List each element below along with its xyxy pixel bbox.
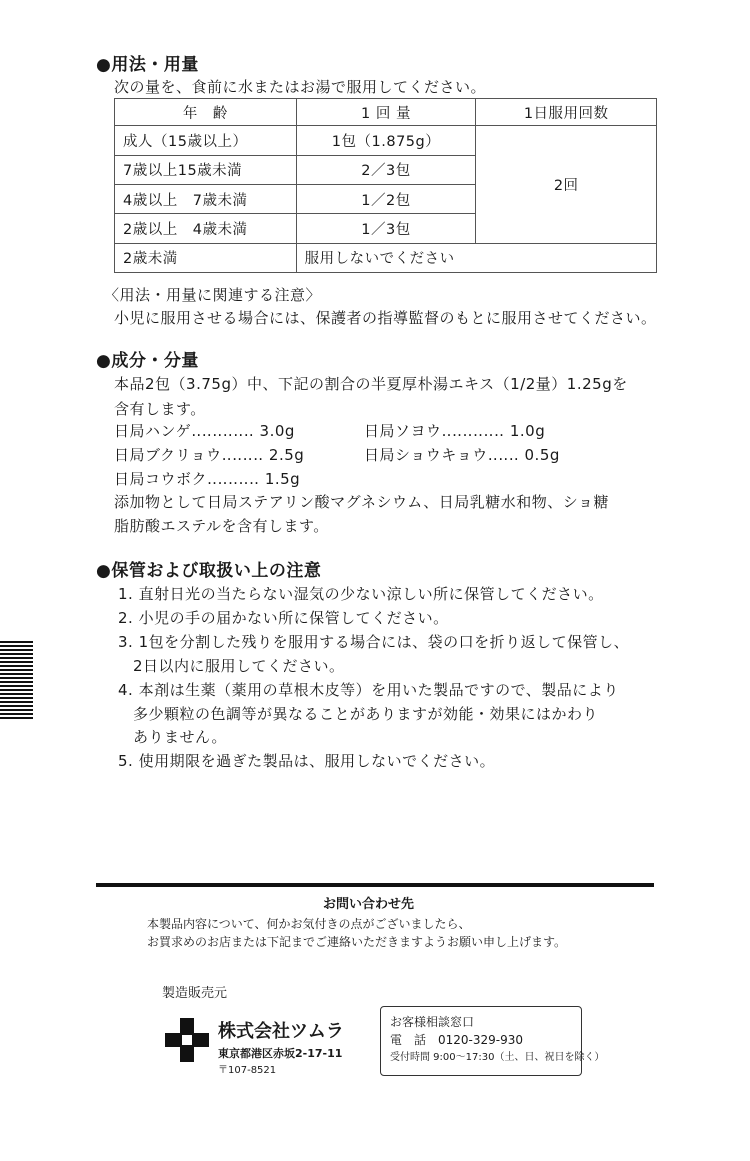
table-header-row [115,99,657,126]
usage-section-title: ●用法・用量 [96,55,199,75]
storage-item: 3. 1包を分割した残りを服用する場合には、袋の口を折り返して保管し、 [118,633,630,651]
row-dose: 1／3包 [296,214,476,243]
contact-title: お問い合わせ先 [323,897,415,912]
tsumura-logo-icon [163,1016,211,1064]
row-dose: 2／3包 [296,155,476,184]
row-dose: 1包（1.875g） [296,126,476,155]
contact-text-2: お買求めのお店または下記までご連絡いただきますようお願い申し上げます。 [147,935,567,949]
maker-label: 製造販売元 [162,986,228,1001]
ingredients-line-1: 本品2包（3.75g）中、下記の割合の半夏厚朴湯エキス（1/2量）1.25gを [114,375,628,393]
ingredient-item: 日局ソヨウ‥‥‥‥‥‥ 1.0g [364,422,546,440]
row-age: 7歳以上15歳未満 [115,155,297,184]
additive-line-1: 添加物として日局ステアリン酸マグネシウム、日局乳糖水和物、ショ糖 [114,493,609,511]
usage-intro: 次の量を、食前に水またはお湯で服用してください。 [114,78,487,96]
header-dose: 1 回 量 [296,99,476,126]
header-age: 年 齢 [115,99,297,126]
ingredients-section-title: ●成分・分量 [96,351,199,371]
consultation-title: お客様相談窓口 [390,1015,475,1029]
consultation-box [380,1006,605,1076]
company-name: 株式会社ツムラ [218,1021,344,1042]
consultation-hours: 受付時間 9:00〜17:30（土、日、祝日を除く） [390,1052,605,1063]
storage-item: 4. 本剤は生薬（薬用の草根木皮等）を用いた製品ですので、製品により [118,681,619,699]
storage-item-continued: 多少顆粒の色調等が異なることがありますが効能・効果にはかわり [133,705,599,723]
company-postal: 〒107-8521 [218,1065,277,1076]
table-row [115,126,657,155]
row-age: 4歳以上 7歳未満 [115,184,297,213]
storage-section-title: ●保管および取扱い上の注意 [96,561,322,581]
storage-item: 2. 小児の手の届かない所に保管してください。 [118,609,449,627]
contact-divider [96,883,654,887]
ingredients-line-2: 含有します。 [114,400,206,418]
dosage-table [114,98,657,273]
additive-line-2: 脂肪酸エステルを含有します。 [114,517,329,535]
header-frequency: 1日服用回数 [476,99,657,126]
ingredient-item: 日局ハンゲ‥‥‥‥‥‥ 3.0g [114,422,295,440]
ingredient-item: 日局ショウキョウ‥‥‥ 0.5g [364,446,560,464]
row-age: 2歳以上 4歳未満 [115,214,297,243]
usage-note-heading: 〈用法・用量に関連する注意〉 [104,286,322,304]
storage-item-continued: 2日以内に服用してください。 [133,657,345,675]
ingredient-item: 日局コウボク‥‥‥‥‥ 1.5g [114,470,301,488]
consultation-phone: 電 話 0120-329-930 [390,1033,524,1047]
storage-item-continued: ありません。 [133,728,227,746]
table-row [115,243,657,272]
row-dose: 服用しないでください [296,243,656,272]
ingredient-item: 日局ブクリョウ‥‥‥‥ 2.5g [114,446,305,464]
barcode-edge [0,641,33,721]
usage-note-text: 小児に服用させる場合には、保護者の指導監督のもとに服用させてください。 [114,309,657,327]
frequency-cell: 2回 [476,126,657,243]
storage-item: 5. 使用期限を過ぎた製品は、服用しないでください。 [118,752,496,770]
storage-item: 1. 直射日光の当たらない湿気の少ない涼しい所に保管してください。 [118,585,604,603]
company-address: 東京都港区赤坂2-17-11 [218,1047,343,1060]
row-dose: 1／2包 [296,184,476,213]
contact-text-1: 本製品内容について、何かお気付きの点がございましたら、 [147,917,471,931]
row-age: 成人（15歳以上） [115,126,297,155]
row-age: 2歳未満 [115,243,297,272]
